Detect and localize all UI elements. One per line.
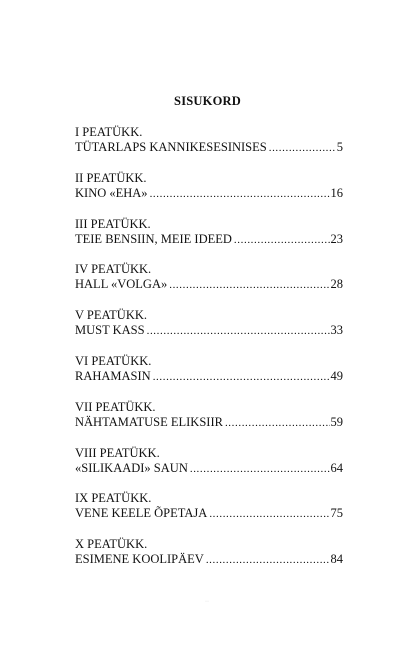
chapter-line bbox=[75, 277, 343, 293]
toc-entry bbox=[75, 491, 343, 537]
chapter-title: MUST KASS bbox=[75, 323, 145, 338]
chapter-line bbox=[75, 140, 343, 156]
chapter-number: V PEATÜKK. bbox=[75, 308, 147, 323]
dot-leader bbox=[225, 416, 330, 431]
dot-leader bbox=[209, 507, 329, 522]
chapter-number: I PEATÜKK. bbox=[75, 125, 143, 139]
chapter-number: X PEATÜKK. bbox=[75, 537, 148, 552]
page-footer-mark: ·· bbox=[205, 599, 209, 605]
dot-leader bbox=[206, 553, 330, 568]
chapter-title: TEIE BENSIIN, MEIE IDEED bbox=[75, 231, 232, 246]
toc-entry bbox=[75, 308, 343, 354]
toc-title: SISUKORD bbox=[174, 94, 241, 108]
toc-entry bbox=[75, 446, 343, 492]
chapter-line bbox=[75, 415, 343, 431]
page-number: 28 bbox=[330, 277, 343, 292]
page-number: 59 bbox=[330, 414, 343, 429]
chapter-line bbox=[75, 232, 343, 248]
chapter-line bbox=[75, 369, 343, 385]
dot-leader bbox=[190, 462, 330, 477]
page-number: 16 bbox=[330, 185, 343, 200]
chapter-number: VIII PEATÜKK. bbox=[75, 445, 160, 460]
chapter-line bbox=[75, 186, 343, 202]
chapter-title: ESIMENE KOOLIPÄEV bbox=[75, 552, 204, 567]
page-number: 75 bbox=[330, 506, 343, 521]
chapter-title: NÄHTAMATUSE ELIKSIIR bbox=[75, 414, 223, 429]
chapter-number: III PEATÜKK. bbox=[75, 216, 151, 231]
chapter-line bbox=[75, 323, 343, 339]
page-number: 5 bbox=[336, 140, 343, 154]
toc-entry bbox=[75, 400, 343, 446]
page-number: 84 bbox=[330, 552, 343, 567]
chapter-title: TÜTARLAPS KANNIKESESINISES bbox=[75, 140, 267, 154]
dot-leader bbox=[269, 141, 336, 156]
chapter-title: RAHAMASIN bbox=[75, 368, 151, 383]
toc-entry bbox=[75, 537, 343, 583]
toc-entry bbox=[75, 171, 343, 217]
chapter-number: VII PEATÜKK. bbox=[75, 399, 156, 414]
dot-leader bbox=[234, 233, 330, 248]
toc-entry bbox=[75, 262, 343, 308]
dot-leader bbox=[150, 187, 330, 202]
dot-leader bbox=[169, 278, 329, 293]
chapter-line bbox=[75, 461, 343, 477]
chapter-title: «SILIKAADI» SAUN bbox=[75, 460, 188, 475]
chapter-number: II PEATÜKK. bbox=[75, 170, 147, 185]
dot-leader bbox=[153, 370, 330, 385]
toc-list bbox=[75, 125, 343, 583]
chapter-line bbox=[75, 506, 343, 522]
toc-entry bbox=[75, 217, 343, 263]
chapter-number: IV PEATÜKK. bbox=[75, 262, 152, 277]
chapter-line bbox=[75, 552, 343, 568]
toc-entry bbox=[75, 125, 343, 171]
toc-entry bbox=[75, 354, 343, 400]
page-number: 49 bbox=[330, 368, 343, 383]
dot-leader bbox=[147, 324, 330, 339]
chapter-title: HALL «VOLGA» bbox=[75, 277, 168, 292]
chapter-number: VI PEATÜKK. bbox=[75, 353, 152, 368]
page-number: 33 bbox=[330, 323, 343, 338]
chapter-number: IX PEATÜKK. bbox=[75, 491, 152, 506]
page-number: 64 bbox=[330, 460, 343, 475]
chapter-title: VENE KEELE ÕPETAJA bbox=[75, 506, 208, 521]
page-number: 23 bbox=[330, 231, 343, 246]
chapter-title: KINO «EHA» bbox=[75, 185, 148, 200]
